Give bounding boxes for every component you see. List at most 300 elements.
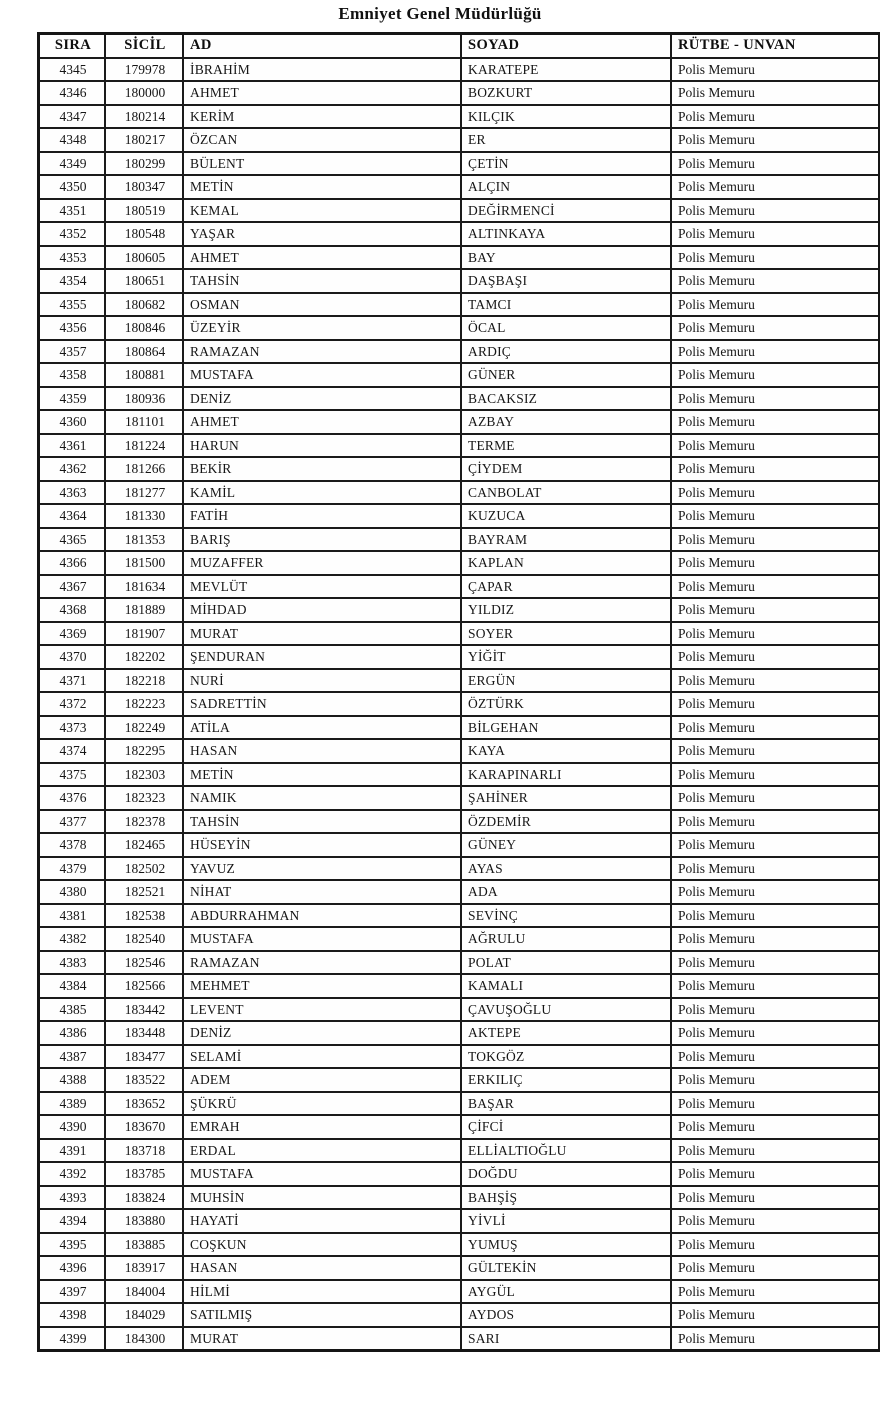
cell-rutbe-unvan: Polis Memuru: [671, 692, 880, 716]
cell-sicil: 180299: [105, 152, 183, 176]
table-row: [39, 340, 880, 364]
cell-sicil: 182546: [105, 951, 183, 975]
cell-soyad: AYDOS: [461, 1303, 671, 1327]
cell-rutbe-unvan: Polis Memuru: [671, 716, 880, 740]
table-row: [39, 81, 880, 105]
cell-soyad: ARDIÇ: [461, 340, 671, 364]
cell-sicil: 180846: [105, 316, 183, 340]
cell-rutbe-unvan: Polis Memuru: [671, 128, 880, 152]
cell-soyad: ÇAPAR: [461, 575, 671, 599]
cell-soyad: YUMUŞ: [461, 1233, 671, 1257]
table-row: [39, 974, 880, 998]
table-row: [39, 222, 880, 246]
cell-sira: 4368: [39, 598, 106, 622]
cell-sicil: 183442: [105, 998, 183, 1022]
cell-rutbe-unvan: Polis Memuru: [671, 410, 880, 434]
cell-sicil: 182521: [105, 880, 183, 904]
cell-rutbe-unvan: Polis Memuru: [671, 1045, 880, 1069]
cell-sicil: 181330: [105, 504, 183, 528]
cell-sira: 4385: [39, 998, 106, 1022]
cell-ad: KERİM: [183, 105, 461, 129]
cell-ad: AHMET: [183, 410, 461, 434]
column-header-ad: AD: [183, 34, 461, 58]
cell-sicil: 180881: [105, 363, 183, 387]
cell-sicil: 183885: [105, 1233, 183, 1257]
table-row: [39, 1162, 880, 1186]
cell-ad: MUZAFFER: [183, 551, 461, 575]
cell-soyad: SARI: [461, 1327, 671, 1351]
table-row: [39, 786, 880, 810]
cell-soyad: ALTINKAYA: [461, 222, 671, 246]
table-row: [39, 528, 880, 552]
cell-soyad: KAYA: [461, 739, 671, 763]
cell-sira: 4369: [39, 622, 106, 646]
cell-rutbe-unvan: Polis Memuru: [671, 575, 880, 599]
table-row: [39, 645, 880, 669]
cell-ad: NİHAT: [183, 880, 461, 904]
cell-sira: 4399: [39, 1327, 106, 1351]
cell-soyad: BAY: [461, 246, 671, 270]
cell-ad: HİLMİ: [183, 1280, 461, 1304]
cell-rutbe-unvan: Polis Memuru: [671, 1186, 880, 1210]
cell-ad: RAMAZAN: [183, 340, 461, 364]
cell-sicil: 179978: [105, 58, 183, 82]
table-row: [39, 128, 880, 152]
cell-ad: İBRAHİM: [183, 58, 461, 82]
cell-sicil: 184300: [105, 1327, 183, 1351]
table-row: [39, 1209, 880, 1233]
cell-sira: 4378: [39, 833, 106, 857]
cell-soyad: AZBAY: [461, 410, 671, 434]
cell-sicil: 182540: [105, 927, 183, 951]
table-row: [39, 669, 880, 693]
cell-rutbe-unvan: Polis Memuru: [671, 1021, 880, 1045]
cell-ad: HÜSEYİN: [183, 833, 461, 857]
cell-soyad: BOZKURT: [461, 81, 671, 105]
cell-soyad: ÖZTÜRK: [461, 692, 671, 716]
cell-sicil: 184004: [105, 1280, 183, 1304]
cell-sicil: 184029: [105, 1303, 183, 1327]
cell-rutbe-unvan: Polis Memuru: [671, 645, 880, 669]
cell-sira: 4358: [39, 363, 106, 387]
cell-soyad: ERGÜN: [461, 669, 671, 693]
cell-rutbe-unvan: Polis Memuru: [671, 1209, 880, 1233]
cell-ad: METİN: [183, 763, 461, 787]
cell-sira: 4349: [39, 152, 106, 176]
cell-sicil: 182202: [105, 645, 183, 669]
cell-sira: 4373: [39, 716, 106, 740]
cell-rutbe-unvan: Polis Memuru: [671, 1233, 880, 1257]
cell-sira: 4345: [39, 58, 106, 82]
cell-ad: YAŞAR: [183, 222, 461, 246]
cell-sicil: 180000: [105, 81, 183, 105]
table-body: [39, 58, 880, 1351]
cell-soyad: ÇAVUŞOĞLU: [461, 998, 671, 1022]
column-header-soyad: SOYAD: [461, 34, 671, 58]
cell-sira: 4355: [39, 293, 106, 317]
cell-ad: MEHMET: [183, 974, 461, 998]
cell-ad: COŞKUN: [183, 1233, 461, 1257]
cell-sira: 4346: [39, 81, 106, 105]
table-row: [39, 199, 880, 223]
cell-ad: MUSTAFA: [183, 927, 461, 951]
cell-sira: 4394: [39, 1209, 106, 1233]
cell-soyad: YILDIZ: [461, 598, 671, 622]
table-row: [39, 152, 880, 176]
cell-sira: 4347: [39, 105, 106, 129]
cell-ad: ŞÜKRÜ: [183, 1092, 461, 1116]
cell-soyad: BACAKSIZ: [461, 387, 671, 411]
cell-ad: ATİLA: [183, 716, 461, 740]
cell-rutbe-unvan: Polis Memuru: [671, 998, 880, 1022]
cell-soyad: AYGÜL: [461, 1280, 671, 1304]
cell-soyad: BAŞAR: [461, 1092, 671, 1116]
cell-sicil: 180682: [105, 293, 183, 317]
cell-sicil: 180519: [105, 199, 183, 223]
cell-soyad: DAŞBAŞI: [461, 269, 671, 293]
cell-soyad: KARATEPE: [461, 58, 671, 82]
cell-sira: 4377: [39, 810, 106, 834]
cell-soyad: DEĞİRMENCİ: [461, 199, 671, 223]
cell-rutbe-unvan: Polis Memuru: [671, 763, 880, 787]
cell-sicil: 181907: [105, 622, 183, 646]
cell-sira: 4374: [39, 739, 106, 763]
cell-ad: AHMET: [183, 81, 461, 105]
cell-rutbe-unvan: Polis Memuru: [671, 457, 880, 481]
cell-sicil: 183670: [105, 1115, 183, 1139]
cell-ad: BEKİR: [183, 457, 461, 481]
cell-sira: 4359: [39, 387, 106, 411]
cell-sicil: 182323: [105, 786, 183, 810]
cell-sicil: 180214: [105, 105, 183, 129]
cell-ad: HASAN: [183, 1256, 461, 1280]
table-row: [39, 1045, 880, 1069]
cell-ad: SATILMIŞ: [183, 1303, 461, 1327]
cell-rutbe-unvan: Polis Memuru: [671, 669, 880, 693]
cell-ad: MUSTAFA: [183, 1162, 461, 1186]
cell-soyad: KAPLAN: [461, 551, 671, 575]
cell-ad: ADEM: [183, 1068, 461, 1092]
cell-rutbe-unvan: Polis Memuru: [671, 1092, 880, 1116]
cell-rutbe-unvan: Polis Memuru: [671, 434, 880, 458]
table-row: [39, 810, 880, 834]
cell-sira: 4360: [39, 410, 106, 434]
cell-rutbe-unvan: Polis Memuru: [671, 152, 880, 176]
personnel-table: [37, 32, 880, 1352]
table-row: [39, 504, 880, 528]
cell-ad: HARUN: [183, 434, 461, 458]
cell-soyad: ER: [461, 128, 671, 152]
cell-sicil: 182303: [105, 763, 183, 787]
cell-ad: MEVLÜT: [183, 575, 461, 599]
cell-soyad: POLAT: [461, 951, 671, 975]
cell-sira: 4386: [39, 1021, 106, 1045]
cell-soyad: ALÇIN: [461, 175, 671, 199]
column-header-sicil: SİCİL: [105, 34, 183, 58]
cell-rutbe-unvan: Polis Memuru: [671, 1256, 880, 1280]
cell-sira: 4357: [39, 340, 106, 364]
cell-sira: 4354: [39, 269, 106, 293]
cell-ad: HASAN: [183, 739, 461, 763]
table-row: [39, 1068, 880, 1092]
cell-rutbe-unvan: Polis Memuru: [671, 880, 880, 904]
table-row: [39, 481, 880, 505]
cell-sicil: 180217: [105, 128, 183, 152]
cell-ad: ABDURRAHMAN: [183, 904, 461, 928]
table-row: [39, 904, 880, 928]
cell-sira: 4365: [39, 528, 106, 552]
cell-soyad: DOĞDU: [461, 1162, 671, 1186]
cell-soyad: GÜNER: [461, 363, 671, 387]
cell-sira: 4384: [39, 974, 106, 998]
cell-sira: 4371: [39, 669, 106, 693]
cell-sira: 4382: [39, 927, 106, 951]
cell-rutbe-unvan: Polis Memuru: [671, 1280, 880, 1304]
cell-soyad: ERKILIÇ: [461, 1068, 671, 1092]
cell-sira: 4391: [39, 1139, 106, 1163]
cell-sira: 4363: [39, 481, 106, 505]
table-row: [39, 316, 880, 340]
cell-sicil: 180651: [105, 269, 183, 293]
cell-rutbe-unvan: Polis Memuru: [671, 904, 880, 928]
cell-rutbe-unvan: Polis Memuru: [671, 1162, 880, 1186]
cell-sicil: 183917: [105, 1256, 183, 1280]
cell-sira: 4379: [39, 857, 106, 881]
cell-sira: 4381: [39, 904, 106, 928]
cell-ad: MUHSİN: [183, 1186, 461, 1210]
cell-sira: 4395: [39, 1233, 106, 1257]
cell-sira: 4375: [39, 763, 106, 787]
cell-soyad: ÖZDEMİR: [461, 810, 671, 834]
cell-sicil: 183718: [105, 1139, 183, 1163]
cell-rutbe-unvan: Polis Memuru: [671, 293, 880, 317]
cell-sira: 4351: [39, 199, 106, 223]
cell-ad: MUSTAFA: [183, 363, 461, 387]
table-row: [39, 175, 880, 199]
cell-sira: 4387: [39, 1045, 106, 1069]
table-row: [39, 1256, 880, 1280]
table-row: [39, 1280, 880, 1304]
cell-sicil: 180936: [105, 387, 183, 411]
table-row: [39, 58, 880, 82]
cell-soyad: KUZUCA: [461, 504, 671, 528]
cell-rutbe-unvan: Polis Memuru: [671, 504, 880, 528]
cell-sira: 4353: [39, 246, 106, 270]
cell-rutbe-unvan: Polis Memuru: [671, 810, 880, 834]
table-header-row: [39, 34, 880, 58]
cell-sicil: 181634: [105, 575, 183, 599]
table-row: [39, 1115, 880, 1139]
table-row: [39, 598, 880, 622]
cell-sicil: 182295: [105, 739, 183, 763]
cell-sicil: 183477: [105, 1045, 183, 1069]
table-row: [39, 551, 880, 575]
cell-rutbe-unvan: Polis Memuru: [671, 58, 880, 82]
table-row: [39, 246, 880, 270]
cell-ad: ERDAL: [183, 1139, 461, 1163]
cell-ad: DENİZ: [183, 1021, 461, 1045]
cell-ad: TAHSİN: [183, 269, 461, 293]
cell-rutbe-unvan: Polis Memuru: [671, 1327, 880, 1351]
cell-ad: OSMAN: [183, 293, 461, 317]
table-row: [39, 387, 880, 411]
table-row: [39, 457, 880, 481]
cell-sicil: 182502: [105, 857, 183, 881]
cell-sicil: 180548: [105, 222, 183, 246]
cell-soyad: BİLGEHAN: [461, 716, 671, 740]
cell-sira: 4350: [39, 175, 106, 199]
cell-sira: 4380: [39, 880, 106, 904]
cell-ad: SADRETTİN: [183, 692, 461, 716]
cell-ad: DENİZ: [183, 387, 461, 411]
cell-ad: ÖZCAN: [183, 128, 461, 152]
page-title: Emniyet Genel Müdürlüğü: [338, 4, 542, 23]
column-header-sira: SIRA: [39, 34, 106, 58]
cell-soyad: GÜNEY: [461, 833, 671, 857]
cell-ad: NURİ: [183, 669, 461, 693]
cell-ad: TAHSİN: [183, 810, 461, 834]
cell-ad: SELAMİ: [183, 1045, 461, 1069]
table-row: [39, 1092, 880, 1116]
cell-sira: 4398: [39, 1303, 106, 1327]
cell-rutbe-unvan: Polis Memuru: [671, 199, 880, 223]
cell-soyad: CANBOLAT: [461, 481, 671, 505]
cell-sicil: 183824: [105, 1186, 183, 1210]
cell-sicil: 181353: [105, 528, 183, 552]
cell-sira: 4376: [39, 786, 106, 810]
cell-sira: 4366: [39, 551, 106, 575]
table-row: [39, 269, 880, 293]
cell-sira: 4348: [39, 128, 106, 152]
cell-ad: ÜZEYİR: [183, 316, 461, 340]
cell-sicil: 183880: [105, 1209, 183, 1233]
cell-sicil: 182223: [105, 692, 183, 716]
cell-sicil: 183785: [105, 1162, 183, 1186]
table-row: [39, 880, 880, 904]
table-row: [39, 716, 880, 740]
cell-sicil: 182249: [105, 716, 183, 740]
cell-soyad: AYAS: [461, 857, 671, 881]
table-row: [39, 410, 880, 434]
cell-sira: 4393: [39, 1186, 106, 1210]
cell-ad: MURAT: [183, 622, 461, 646]
cell-rutbe-unvan: Polis Memuru: [671, 786, 880, 810]
cell-rutbe-unvan: Polis Memuru: [671, 1068, 880, 1092]
table-row: [39, 833, 880, 857]
table-row: [39, 575, 880, 599]
cell-soyad: YİVLİ: [461, 1209, 671, 1233]
cell-rutbe-unvan: Polis Memuru: [671, 222, 880, 246]
cell-rutbe-unvan: Polis Memuru: [671, 622, 880, 646]
table-row: [39, 739, 880, 763]
cell-ad: FATİH: [183, 504, 461, 528]
cell-sicil: 182538: [105, 904, 183, 928]
cell-sicil: 183652: [105, 1092, 183, 1116]
cell-ad: AHMET: [183, 246, 461, 270]
cell-ad: METİN: [183, 175, 461, 199]
cell-rutbe-unvan: Polis Memuru: [671, 81, 880, 105]
cell-rutbe-unvan: Polis Memuru: [671, 481, 880, 505]
cell-sicil: 183522: [105, 1068, 183, 1092]
cell-sira: 4389: [39, 1092, 106, 1116]
cell-soyad: TERME: [461, 434, 671, 458]
cell-sira: 4372: [39, 692, 106, 716]
cell-sira: 4352: [39, 222, 106, 246]
cell-sira: 4383: [39, 951, 106, 975]
cell-ad: BÜLENT: [183, 152, 461, 176]
cell-sicil: 181277: [105, 481, 183, 505]
cell-ad: RAMAZAN: [183, 951, 461, 975]
cell-soyad: KAMALI: [461, 974, 671, 998]
cell-soyad: ADA: [461, 880, 671, 904]
cell-rutbe-unvan: Polis Memuru: [671, 363, 880, 387]
cell-sicil: 181101: [105, 410, 183, 434]
cell-ad: MİHDAD: [183, 598, 461, 622]
cell-sicil: 183448: [105, 1021, 183, 1045]
cell-rutbe-unvan: Polis Memuru: [671, 857, 880, 881]
table-row: [39, 1303, 880, 1327]
cell-sicil: 181224: [105, 434, 183, 458]
table-row: [39, 763, 880, 787]
cell-soyad: SEVİNÇ: [461, 904, 671, 928]
cell-ad: KEMAL: [183, 199, 461, 223]
cell-rutbe-unvan: Polis Memuru: [671, 105, 880, 129]
cell-rutbe-unvan: Polis Memuru: [671, 246, 880, 270]
cell-rutbe-unvan: Polis Memuru: [671, 1115, 880, 1139]
table-row: [39, 1233, 880, 1257]
cell-rutbe-unvan: Polis Memuru: [671, 387, 880, 411]
cell-sicil: 182218: [105, 669, 183, 693]
cell-rutbe-unvan: Polis Memuru: [671, 1139, 880, 1163]
cell-sicil: 180347: [105, 175, 183, 199]
cell-ad: LEVENT: [183, 998, 461, 1022]
cell-soyad: ŞAHİNER: [461, 786, 671, 810]
cell-ad: BARIŞ: [183, 528, 461, 552]
cell-ad: HAYATİ: [183, 1209, 461, 1233]
cell-sira: 4370: [39, 645, 106, 669]
cell-sira: 4390: [39, 1115, 106, 1139]
cell-rutbe-unvan: Polis Memuru: [671, 1303, 880, 1327]
cell-rutbe-unvan: Polis Memuru: [671, 175, 880, 199]
table-row: [39, 998, 880, 1022]
cell-sira: 4388: [39, 1068, 106, 1092]
cell-rutbe-unvan: Polis Memuru: [671, 340, 880, 364]
cell-soyad: BAHŞİŞ: [461, 1186, 671, 1210]
cell-soyad: BAYRAM: [461, 528, 671, 552]
cell-ad: EMRAH: [183, 1115, 461, 1139]
cell-soyad: ÖCAL: [461, 316, 671, 340]
cell-ad: KAMİL: [183, 481, 461, 505]
cell-sira: 4397: [39, 1280, 106, 1304]
cell-sira: 4364: [39, 504, 106, 528]
cell-rutbe-unvan: Polis Memuru: [671, 316, 880, 340]
cell-ad: ŞENDURAN: [183, 645, 461, 669]
cell-ad: NAMIK: [183, 786, 461, 810]
cell-soyad: TAMCI: [461, 293, 671, 317]
cell-rutbe-unvan: Polis Memuru: [671, 974, 880, 998]
cell-soyad: ELLİALTIOĞLU: [461, 1139, 671, 1163]
cell-rutbe-unvan: Polis Memuru: [671, 528, 880, 552]
cell-sira: 4362: [39, 457, 106, 481]
cell-soyad: ÇİYDEM: [461, 457, 671, 481]
cell-rutbe-unvan: Polis Memuru: [671, 598, 880, 622]
cell-soyad: AKTEPE: [461, 1021, 671, 1045]
cell-soyad: SOYER: [461, 622, 671, 646]
cell-sira: 4396: [39, 1256, 106, 1280]
table-row: [39, 857, 880, 881]
cell-rutbe-unvan: Polis Memuru: [671, 951, 880, 975]
cell-soyad: ÇETİN: [461, 152, 671, 176]
